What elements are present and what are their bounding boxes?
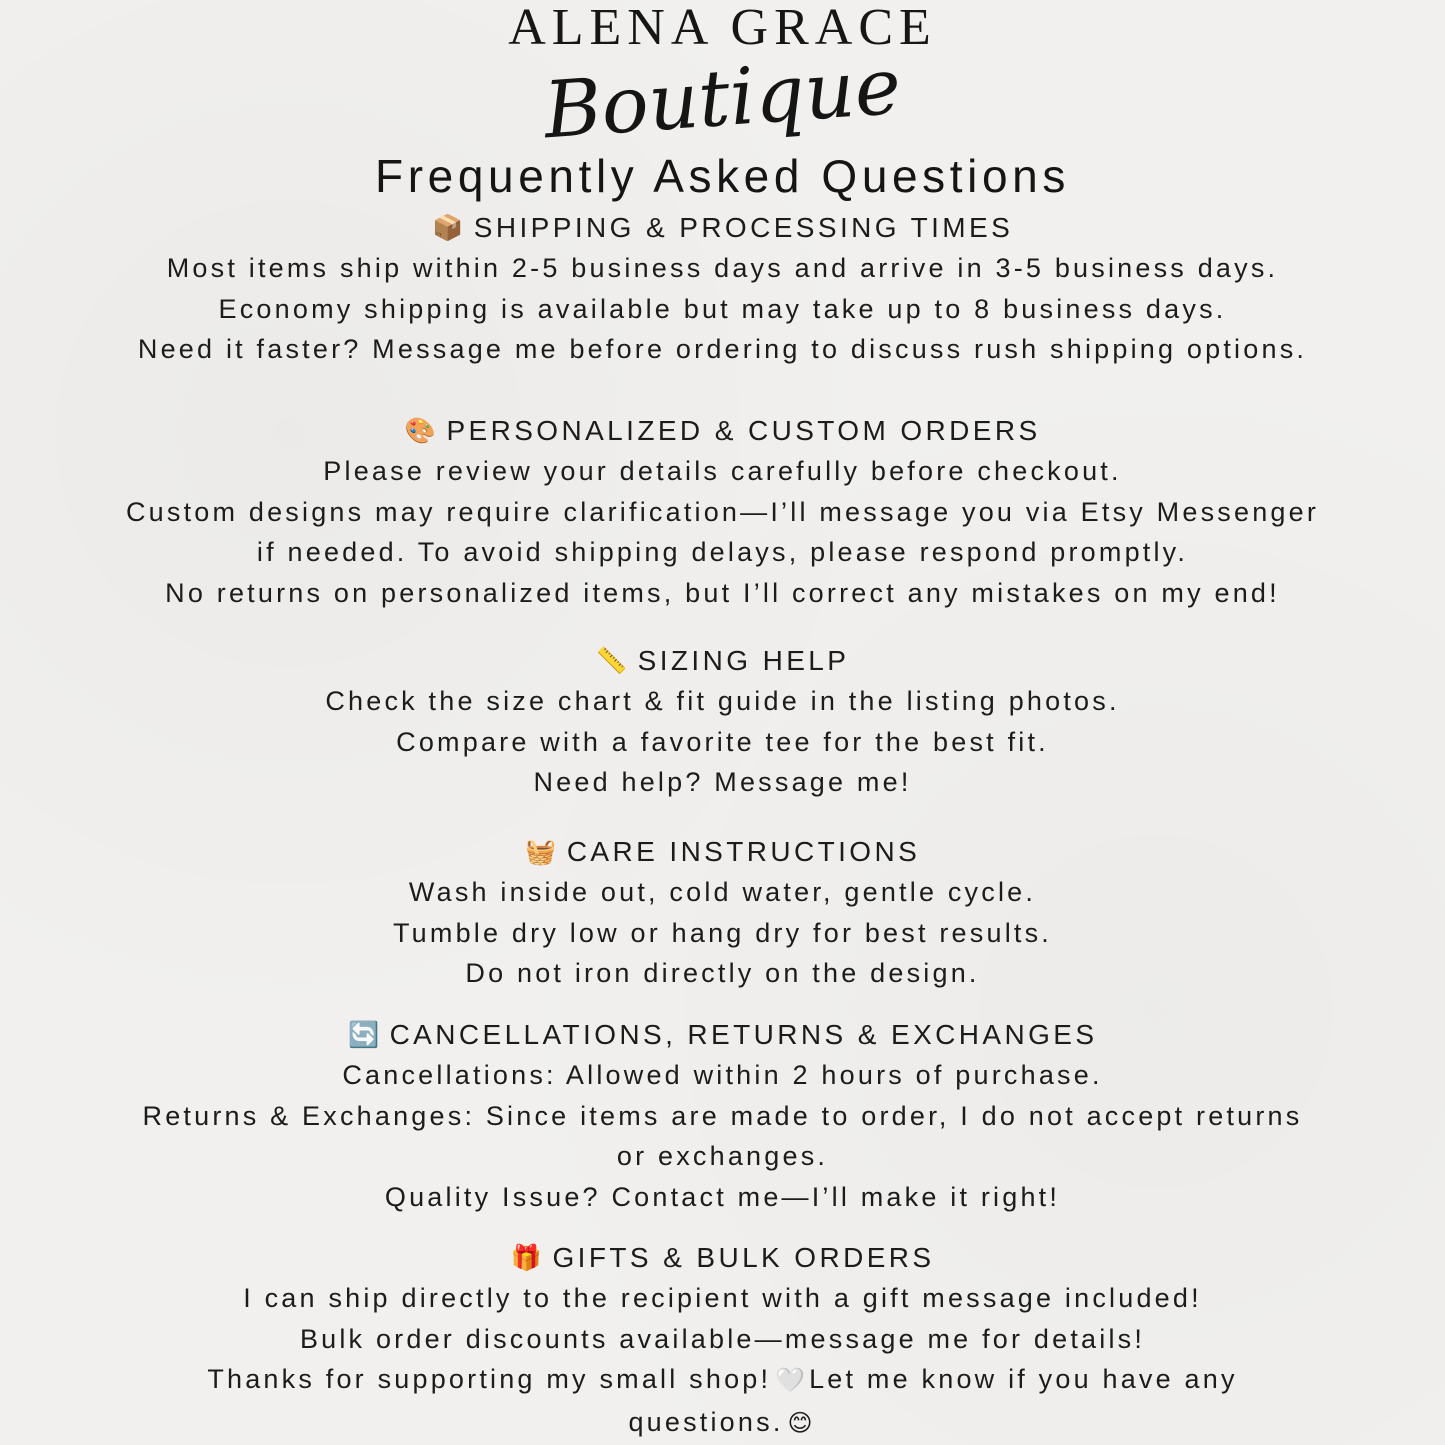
faq-line: Returns & Exchanges: Since items are made to order, I do not accept returns (142, 1100, 1303, 1131)
heading-text: PERSONALIZED & CUSTOM ORDERS (446, 415, 1041, 446)
heart-icon: 🤍 (775, 1367, 806, 1395)
section-heading (0, 411, 1445, 451)
section-heading (0, 1015, 1445, 1055)
section-heading (0, 1238, 1445, 1278)
heading-text: CARE INSTRUCTIONS (566, 836, 921, 867)
page-title: Frequently Asked Questions (375, 150, 1070, 202)
section-heading (0, 208, 1445, 248)
faq-line: Wash inside out, cold water, gentle cycle. (408, 877, 1037, 907)
closing-text: questions. (628, 1406, 784, 1437)
faq-section-shipping (0, 208, 1445, 370)
closing-text: Let me know if you have any (809, 1364, 1238, 1395)
faq-line: I can ship directly to the recipient with a gift message included! (243, 1283, 1202, 1313)
faq-line: Quality Issue? Contact me—I’ll make it right! (384, 1181, 1061, 1212)
faq-section-custom-orders (0, 411, 1445, 613)
faq-line: Need help? Message me! (533, 767, 912, 798)
faq-line: Do not iron directly on the design. (465, 958, 980, 989)
faq-line: Compare with a favorite tee for the best fit. (396, 726, 1049, 757)
faq-line: Check the size chart & fit guide in the listing photos. (325, 686, 1120, 716)
ruler-icon: 📏 (596, 647, 628, 675)
package-icon: 📦 (432, 214, 464, 242)
smile-icon: 😊 (787, 1409, 813, 1437)
brand-script-logo: Boutique (541, 41, 904, 157)
faq-section-gifts (0, 1238, 1445, 1444)
faq-line: Most items ship within 2-5 business days and arrive in 3-5 business days. (166, 253, 1279, 283)
faq-line: Cancellations: Allowed within 2 hours of purchase. (342, 1060, 1103, 1090)
faq-line: No returns on personalized items, but I’ll correct any mistakes on my end! (165, 577, 1280, 608)
section-heading (0, 641, 1445, 681)
palette-icon: 🎨 (404, 417, 436, 445)
faq-line: Please review your details carefully before checkout. (323, 456, 1122, 486)
closing-text: Thanks for supporting my small shop! (207, 1364, 772, 1395)
heading-text: SIZING HELP (637, 645, 850, 676)
basket-icon: 🧺 (525, 838, 557, 866)
faq-line: Economy shipping is available but may take up to 8 business days. (218, 293, 1227, 324)
faq-line: if needed. To avoid shipping delays, please respond promptly. (256, 537, 1189, 568)
faq-line: Custom designs may require clarification—I’ll message you via Etsy Messenger (125, 496, 1320, 527)
faq-section-sizing (0, 641, 1445, 803)
faq-section-care (0, 832, 1445, 994)
faq-line: Bulk order discounts available—message me for details! (299, 1323, 1146, 1354)
gift-icon: 🎁 (510, 1244, 543, 1272)
closing-line (0, 1402, 1445, 1445)
faq-section-cancellations (0, 1015, 1445, 1217)
heading-text: CANCELLATIONS, RETURNS & EXCHANGES (389, 1019, 1098, 1050)
section-heading (0, 832, 1445, 872)
faq-line: or exchanges. (616, 1141, 829, 1172)
heading-text: GIFTS & BULK ORDERS (552, 1242, 935, 1273)
refresh-icon: 🔄 (347, 1021, 380, 1049)
heading-text: SHIPPING & PROCESSING TIMES (473, 212, 1014, 243)
closing-line (0, 1359, 1445, 1402)
faq-line: Tumble dry low or hang dry for best results. (392, 917, 1052, 948)
brand-name: ALENA GRACE (508, 0, 937, 56)
faq-line: Need it faster? Message me before ordering to discuss rush shipping options. (137, 334, 1308, 365)
